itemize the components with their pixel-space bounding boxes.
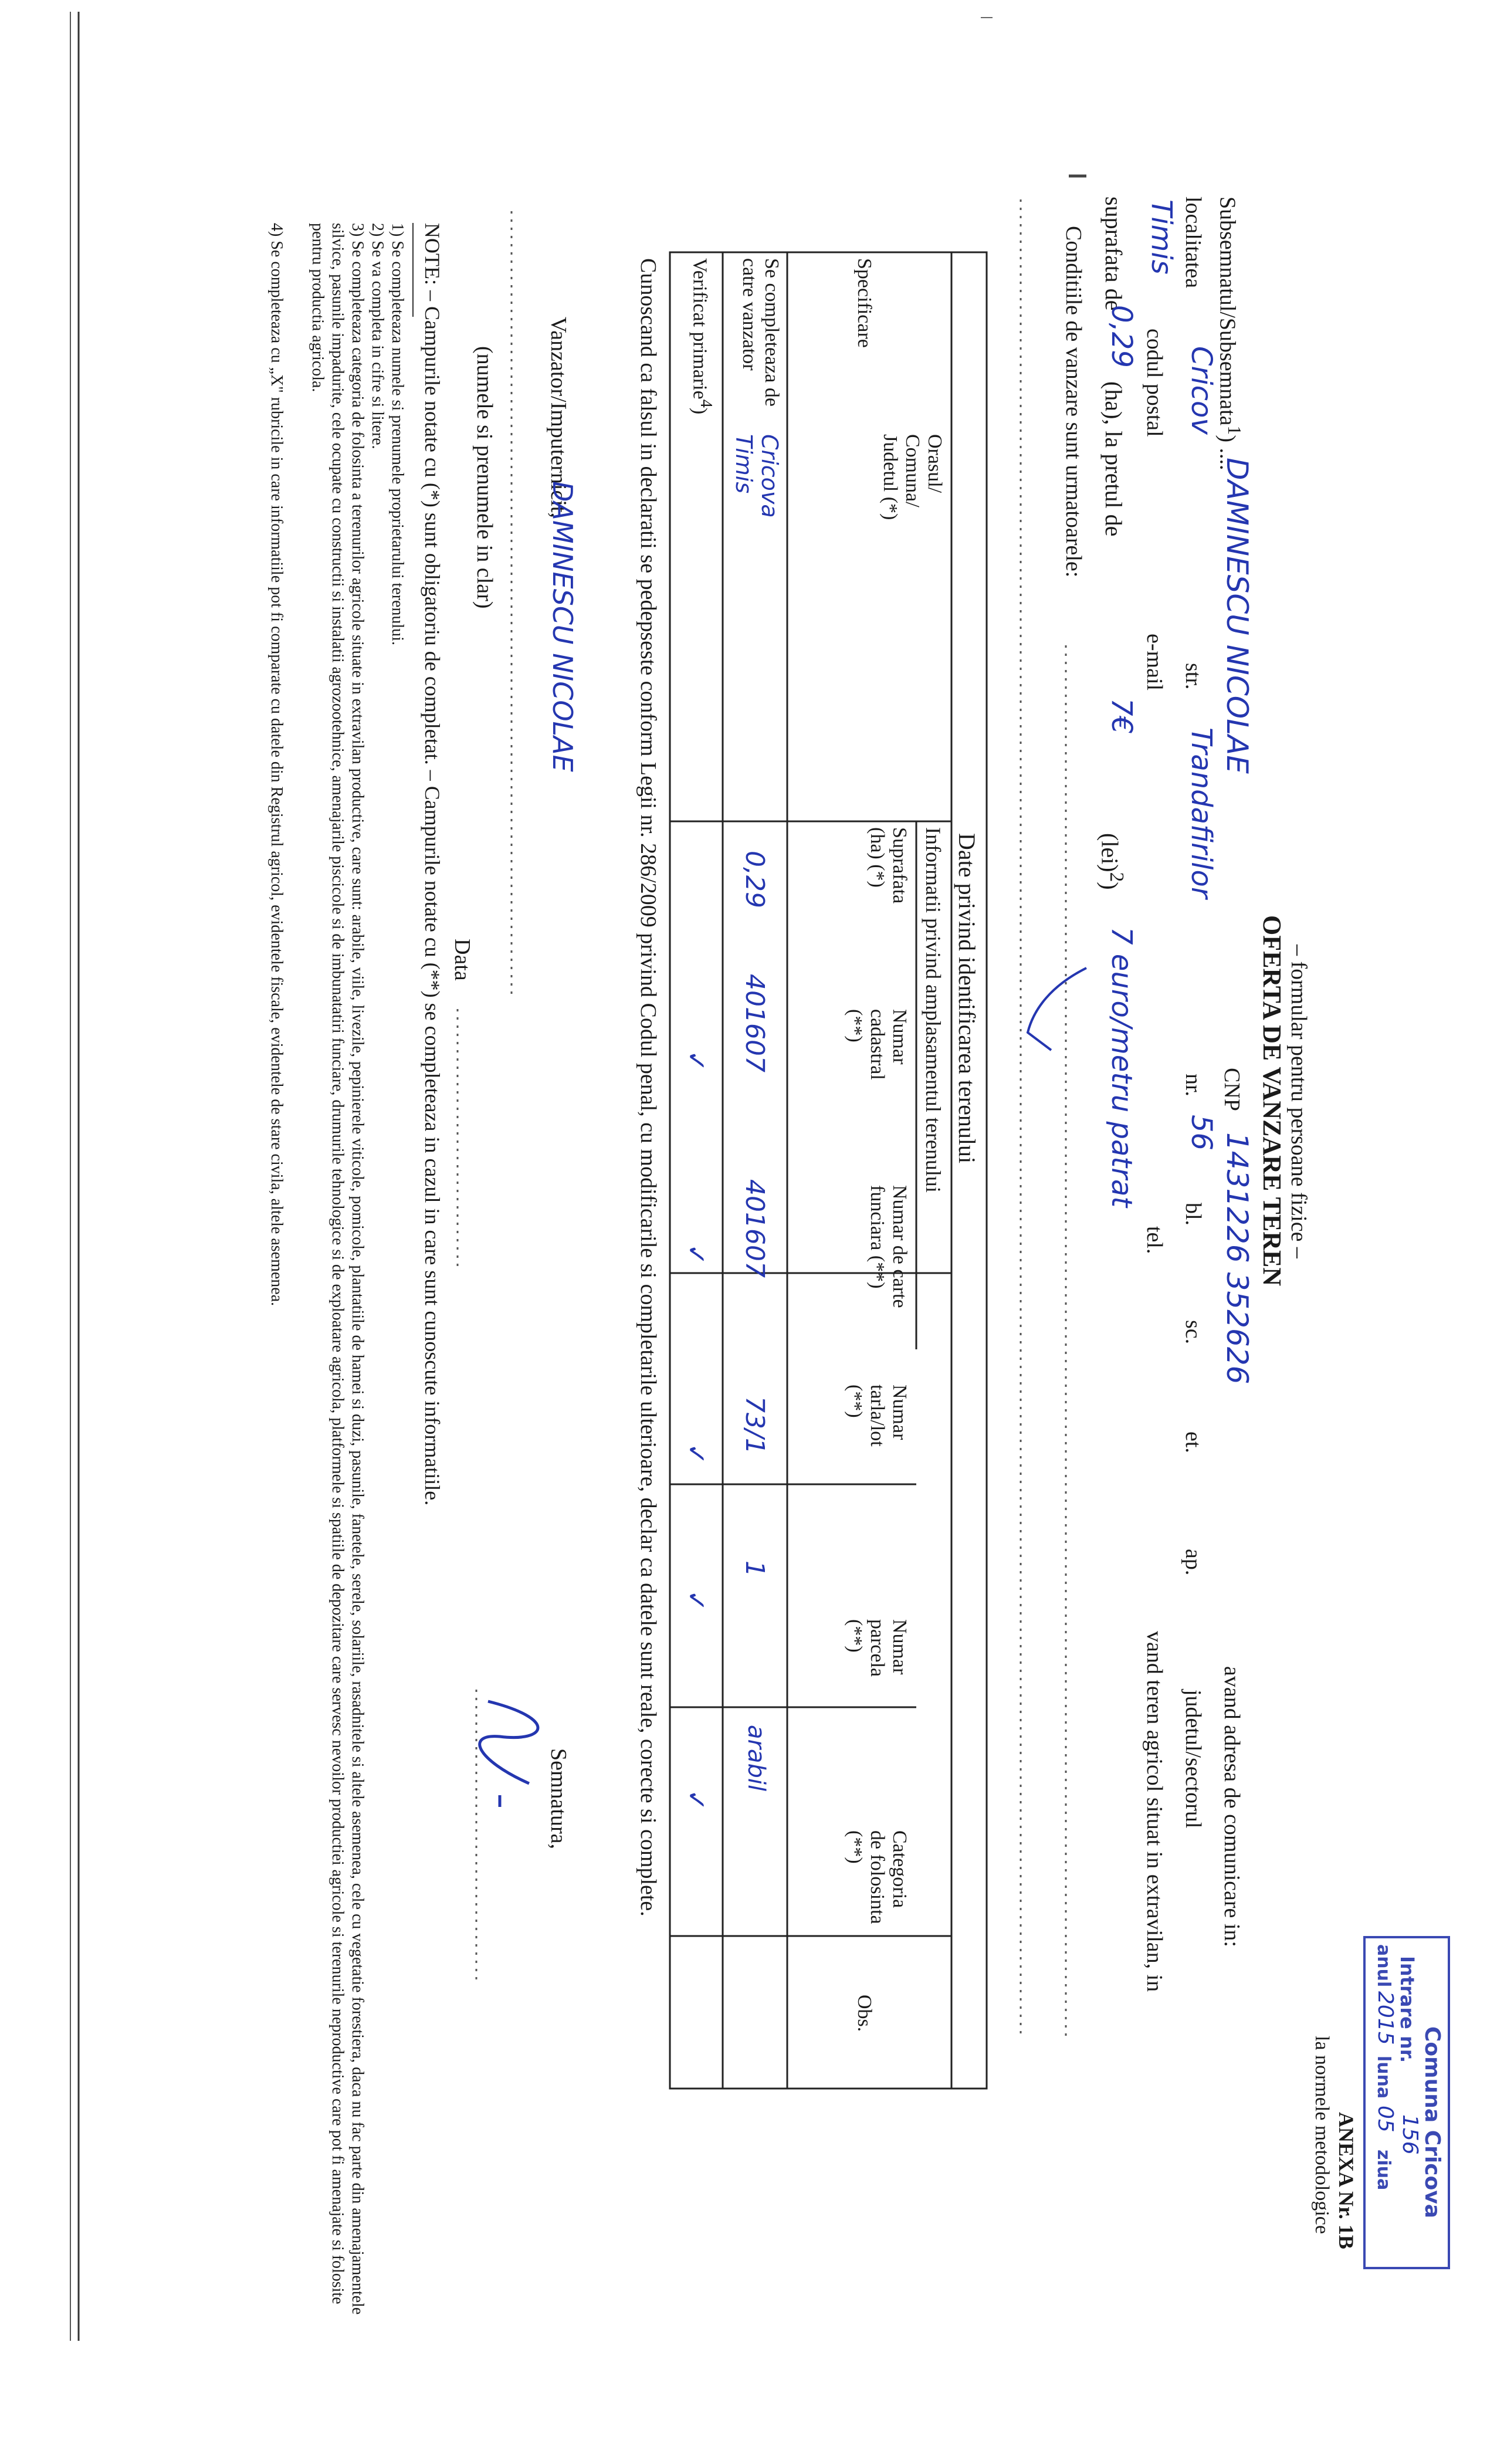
seller-land-book-value: 401607 — [740, 1179, 770, 1278]
locality-label: localitatea — [1181, 197, 1205, 289]
date-label: Data — [450, 939, 475, 981]
price-words: 7 euro/metru patrat — [1105, 927, 1138, 1208]
seller-cadastral-value: 401607 — [740, 974, 770, 1072]
undersigned-label: Subsemnatul/Subsemnata$^1$) .... — [1215, 197, 1245, 471]
form-note: – formular pentru persoane fizice – — [1286, 945, 1311, 1258]
seller-parcela-value: 1 — [740, 1561, 770, 1577]
table-header-main: Date privind identificarea terenului — [954, 833, 980, 1164]
verify-parcela-value: ✓ — [681, 1590, 711, 1612]
sc-label: sc. — [1181, 1320, 1205, 1345]
seller-category-value: arabil — [743, 1725, 770, 1792]
verify-cadastral-value: ✓ — [681, 1050, 711, 1072]
row-label-verify: Verificat primarie$^4$) — [689, 258, 715, 415]
bl-label: bl. — [1181, 1203, 1205, 1226]
page-title: OFERTA DE VANZARE TEREN — [1258, 915, 1286, 1287]
cnp-field: 1431226 352626 — [1220, 1132, 1254, 1385]
stamp-month-label: luna — [1373, 2056, 1394, 2099]
name-caption: (numele si prenumele in clar) — [472, 346, 497, 609]
stamp-entry-number: 156 — [1398, 2114, 1422, 2155]
area-field: 0,29 — [1105, 305, 1138, 368]
note-3: 3) Se completeaza categoria de folosinta a terenurilor agricole situate in extravilan productive, care sunt: arabile, viile, livezile, pepinierele viticole, pomicole, plantatiile de hamei si duzi, pasunile, fanetele, serele, solariile, rasadnitele si altele asemenea, cele cu vegetatie forestiera, daca nu fac parte din amenajamentele silvice, pasunile impadurite, cele ocupate cu constructii si instalatii agrozootehnice, amenajarile piscicole si de imbunatatiri funciare, drumurile tehnologice si de exploatare agricola, platformele si spatiile de depozitare care servesc nevoilor productiei agricole si terenurile neproductive care pot fi amenajate si folosite pentru productia agricola. — [309, 223, 367, 2315]
col-parcela: Numar parcela (**) — [844, 1619, 910, 1677]
stamp-commune: Comuna Cricova — [1420, 2026, 1444, 2219]
note-1: 1) Se completeaza numele si prenumele proprietarului terenului. — [388, 223, 407, 645]
col-city: Orasul/ Comuna/ Judetul (*) — [879, 434, 946, 520]
locality-field: Cricov — [1185, 346, 1218, 435]
et-label: et. — [1181, 1431, 1205, 1453]
stamp-month: 05 — [1373, 2106, 1397, 2133]
table-header-location: Informatii privind amplasamentul terenului — [922, 827, 945, 1193]
col-category: Categoria de folosinta (**) — [844, 1830, 910, 1924]
seller-printed-name: DAMINESCU NICOLAE — [547, 481, 578, 772]
note-2: 2) Se va completa in cifre si litere. — [368, 223, 387, 449]
cnp-label: CNP — [1220, 1068, 1244, 1111]
seller-signature-label: Vanzator/Imputernicit, — [546, 317, 571, 518]
county-label: judetul/sectorul — [1181, 1690, 1205, 1829]
nr-label: nr. — [1181, 1074, 1205, 1097]
ap-label: ap. — [1181, 1549, 1205, 1576]
col-cadastral: Numar cadastral (**) — [844, 1009, 910, 1080]
annex-number: ANEXA Nr. 1B — [1335, 2112, 1358, 2249]
signature-label: Semnatura, — [546, 1748, 571, 1850]
nr-field: 56 — [1185, 1115, 1218, 1151]
address-label: avand adresa de comunicare in: — [1220, 1666, 1244, 1947]
stamp-year: 2015 — [1373, 1991, 1397, 2045]
conditions-label: Conditiile de vanzare sunt urmatoarele: — [1061, 226, 1086, 578]
seller-city-value: Cricova Timis — [731, 434, 783, 518]
row-label-seller: Se completeaza de catre vanzator — [739, 258, 783, 407]
annex-subtitle: la normele metodologice — [1311, 2036, 1333, 2234]
price-unit: (lei)$^2$) — [1096, 833, 1127, 890]
col-area: Suprafata (ha) (*) — [866, 827, 910, 904]
col-land-book: Numar de carte funciara (**) — [866, 1185, 910, 1308]
col-tarla: Numar tarla/lot (**) — [844, 1385, 910, 1447]
street-label: str. — [1181, 663, 1205, 690]
email-label: e-mail — [1142, 634, 1167, 691]
stamp-day-label: ziua — [1373, 2150, 1394, 2191]
verify-tarla-value: ✓ — [681, 1443, 711, 1465]
note-4: 4) Se completeaza cu „X" rubricile in care informatiile pot fi comparate cu datele din Registrul agricol, evidentele fiscale, evidentele de stare civila, altele asemenea. — [267, 223, 286, 1307]
row-label-spec: Specificare — [854, 258, 875, 348]
notes-main: NOTE: – Campurile notate cu (*) sunt obligatoriu de completat. – Campurile notate cu (**) se completeaza in cazul in care sunt cunoscute informatiile. — [421, 223, 444, 1506]
land-text: vand teren agricol situat in extravilan, in — [1142, 1631, 1167, 1992]
price-field: 7€ — [1105, 698, 1138, 735]
area-unit: (ha), la pretul de — [1100, 381, 1127, 537]
seller-area-value: 0,29 — [740, 851, 770, 908]
declaration-text: Cunoscand ca falsul in declaratii se pedepseste conform Legii nr. 286/2009 privind Codul penal, cu modificarile si completarile ulterioare, declar ca datele sunt reale, corecte si complete. — [636, 258, 661, 1917]
col-obs: Obs. — [854, 1995, 875, 2032]
stamp-entry-label: Intrare nr. — [1396, 1956, 1418, 2063]
verify-category-value: ✓ — [681, 1789, 711, 1811]
seller-tarla-value: 73/1 — [740, 1396, 770, 1454]
county-field: Timis — [1145, 199, 1178, 275]
seller-name-field: DAMINESCU NICOLAE — [1220, 458, 1254, 774]
area-label: suprafata de — [1100, 197, 1127, 311]
postal-label: codul postal — [1142, 329, 1167, 437]
stamp-year-label: anul — [1373, 1944, 1394, 1988]
street-field: Trandafirilor — [1185, 727, 1218, 899]
tel-label: tel. — [1142, 1226, 1167, 1254]
verify-land-book-value: ✓ — [681, 1244, 711, 1265]
